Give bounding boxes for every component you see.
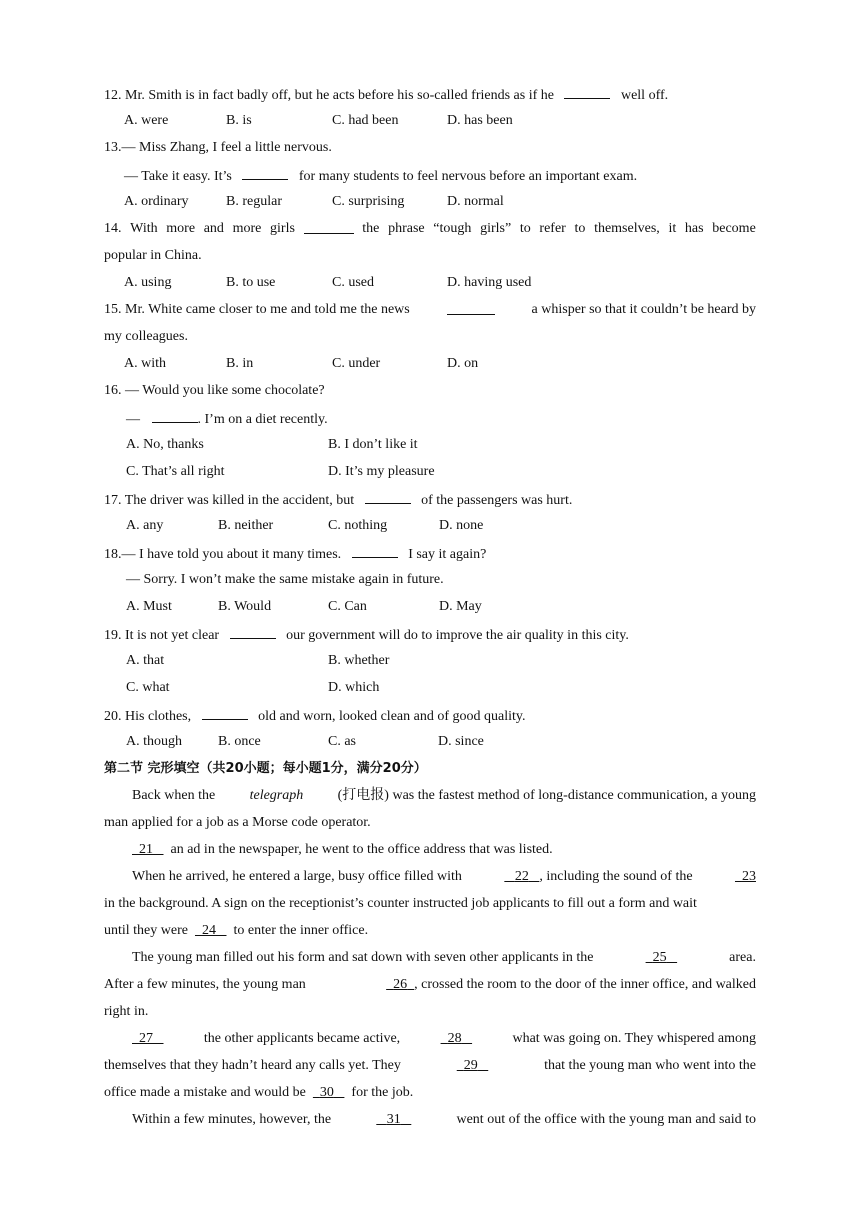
q16-stem-end: . I’m on a diet recently. [197, 412, 328, 427]
q18-stem-end: I say it again? [408, 547, 487, 562]
q18-option-c: C. Can [328, 599, 367, 614]
q15-stem: 15. Mr. White came closer to me and told me the news [104, 302, 410, 317]
q17-option-c: C. nothing [328, 518, 388, 533]
word: phrase [388, 221, 425, 236]
answer-blank [352, 545, 398, 558]
word: become [712, 221, 756, 236]
answer-blank [230, 626, 276, 639]
q18-line2: — Sorry. I won’t make the same mistake again in future. [126, 572, 444, 587]
text: When he arrived, he entered a large, busy office filled with [132, 869, 462, 884]
q19-stem-end: our government will do to improve the air quality in this city. [286, 628, 629, 643]
word: girls” [480, 221, 512, 236]
blank-26: 26 , crossed the room to the door of the inner office, and walked [393, 977, 756, 992]
q15-line2: my colleagues. [104, 329, 188, 344]
q19-option-b: B. whether [328, 653, 390, 668]
q20-option-a: A. though [126, 734, 182, 749]
q12-stem: 12. Mr. Smith is in fact badly off, but he acts before his so-called friends as if he [104, 88, 554, 103]
text: Within a few minutes, however, the [132, 1112, 332, 1127]
text: until they were [104, 923, 188, 938]
word: more [166, 221, 196, 236]
blank-28: 28 [447, 1031, 462, 1046]
q14-option-a: A. using [124, 275, 172, 290]
text: for the job. [351, 1085, 414, 1100]
question-13 [124, 167, 637, 185]
answer-blank [564, 86, 610, 99]
blank-22: 22 , including the sound of the [514, 869, 693, 884]
answer-blank [152, 410, 198, 423]
q15-option-d: D. on [447, 356, 479, 371]
passage-p4-line2 [104, 977, 756, 993]
question-17 [104, 491, 572, 509]
text: that the young man who went into the [544, 1058, 756, 1073]
text: After a few minutes, the young man [104, 977, 306, 992]
passage-p5-line3 [104, 1085, 413, 1101]
q17-option-d: D. none [439, 518, 484, 533]
passage-p3-line2: in the background. A sign on the receptionist’s counter instructed job applicants to fill out a form and wait [104, 896, 697, 911]
q18-option-b: B. Would [218, 599, 272, 614]
passage-p5-line2 [104, 1058, 756, 1074]
q12-stem-end: well off. [620, 88, 669, 103]
passage-p1-line2: man applied for a job as a Morse code operator. [104, 815, 371, 830]
section-heading: 第二节 完形填空（共20小题；每小题1分，满分20分） [104, 761, 427, 776]
answer-blank [365, 491, 411, 504]
q18-option-a: A. Must [126, 599, 172, 614]
blank-23: 23 [741, 869, 756, 884]
q19-option-a: A. that [126, 653, 165, 668]
word: has [684, 221, 704, 236]
passage-p3-line3 [104, 923, 368, 939]
word: more [232, 221, 262, 236]
word: it [668, 221, 677, 236]
blank-31: 31 [386, 1112, 401, 1127]
text: office made a mistake and would be [104, 1085, 306, 1100]
passage-p6-line1 [132, 1112, 756, 1128]
question-15 [104, 302, 756, 318]
q18-option-d: D. May [439, 599, 482, 614]
passage-p3-line1 [132, 869, 756, 885]
text: area. [729, 950, 756, 965]
text: to enter the inner office. [233, 923, 369, 938]
question-19 [104, 626, 629, 644]
q14-option-c: C. used [332, 275, 374, 290]
question-16 [126, 410, 328, 428]
q13-stem: — Take it easy. It’s [124, 169, 232, 184]
answer-blank [447, 302, 495, 315]
word: to [519, 221, 531, 236]
q12-option-b: B. is [226, 113, 252, 128]
word: to [574, 221, 586, 236]
q13-option-a: A. ordinary [124, 194, 189, 209]
q14-option-b: B. to use [226, 275, 276, 290]
q16-option-c: C. That’s all right [126, 464, 225, 479]
text: an ad in the newspaper, he went to the office address that was listed. [170, 842, 553, 857]
q13-option-c: C. surprising [332, 194, 405, 209]
q13-line1: 13.— Miss Zhang, I feel a little nervous. [104, 140, 332, 155]
q16-line1: 16. — Would you like some chocolate? [104, 383, 325, 398]
word: “tough [433, 221, 472, 236]
blank-29: 29 [463, 1058, 478, 1073]
answer-blank [242, 167, 288, 180]
text: The young man filled out his form and sat down with seven other applicants in the [132, 950, 594, 965]
q19-stem: 19. It is not yet clear [104, 628, 220, 643]
passage-p1-line1 [132, 788, 756, 804]
answer-blank [304, 221, 354, 234]
q13-option-d: D. normal [447, 194, 504, 209]
q20-option-d: D. since [438, 734, 484, 749]
italic-word: telegraph [249, 788, 304, 803]
q20-stem-end: old and worn, looked clean and of good quality. [258, 709, 526, 724]
q17-option-b: B. neither [218, 518, 274, 533]
word: and [203, 221, 224, 236]
question-20 [104, 707, 525, 725]
q17-stem: 17. The driver was killed in the accident, but [104, 493, 355, 508]
q15-option-a: A. with [124, 356, 166, 371]
q13-stem-end: for many students to feel nervous before an important exam. [298, 169, 638, 184]
q12-option-c: C. had been [332, 113, 399, 128]
question-12 [104, 86, 668, 104]
text: went out of the office with the young man and said to [456, 1112, 756, 1127]
blank-24: 24 [201, 923, 216, 938]
question-14 [104, 221, 756, 237]
q16-option-b: B. I don’t like it [328, 437, 418, 452]
q13-option-b: B. regular [226, 194, 282, 209]
q20-option-b: B. once [218, 734, 261, 749]
q17-stem-end: of the passengers was hurt. [421, 493, 573, 508]
q18-stem: 18.— I have told you about it many times. [104, 547, 342, 562]
question-18 [104, 545, 486, 563]
text: themselves that they hadn’t heard any calls yet. They [104, 1058, 401, 1073]
blank-21: 21 [139, 842, 153, 857]
q16-dash: — [126, 412, 140, 427]
q16-option-a: A. No, thanks [126, 437, 204, 452]
word: themselves, [594, 221, 660, 236]
q14-option-d: D. having used [447, 275, 532, 290]
passage-p5-line1 [132, 1031, 756, 1047]
text: the other applicants became active, [203, 1031, 401, 1046]
passage-p4-line1 [132, 950, 756, 966]
text: (打电报) was the fastest method of long-distance communication, a young [337, 788, 756, 803]
q19-option-c: C. what [126, 680, 170, 695]
word: 14. [104, 221, 122, 236]
word: the [362, 221, 380, 236]
word: With [130, 221, 158, 236]
blank-30: 30 [319, 1085, 334, 1100]
q15-option-b: B. in [226, 356, 254, 371]
q17-option-a: A. any [126, 518, 164, 533]
q15-option-c: C. under [332, 356, 381, 371]
q12-option-d: D. has been [447, 113, 513, 128]
q12-option-a: A. were [124, 113, 169, 128]
blank-27: 27 [139, 1031, 153, 1046]
passage-p4-line3: right in. [104, 1004, 149, 1019]
text: what was going on. They whispered among [512, 1031, 756, 1046]
q20-option-c: C. as [328, 734, 356, 749]
q19-option-d: D. which [328, 680, 380, 695]
q16-option-d: D. It’s my pleasure [328, 464, 435, 479]
q14-line2: popular in China. [104, 248, 202, 263]
text: Back when the [132, 788, 216, 803]
blank-25: 25 [652, 950, 667, 965]
q15-stem-end: a whisper so that it couldn’t be heard by [531, 302, 756, 317]
q20-stem: 20. His clothes, [104, 709, 192, 724]
answer-blank [202, 707, 248, 720]
passage-p2 [132, 842, 553, 858]
word: girls [270, 221, 295, 236]
word: refer [539, 221, 566, 236]
